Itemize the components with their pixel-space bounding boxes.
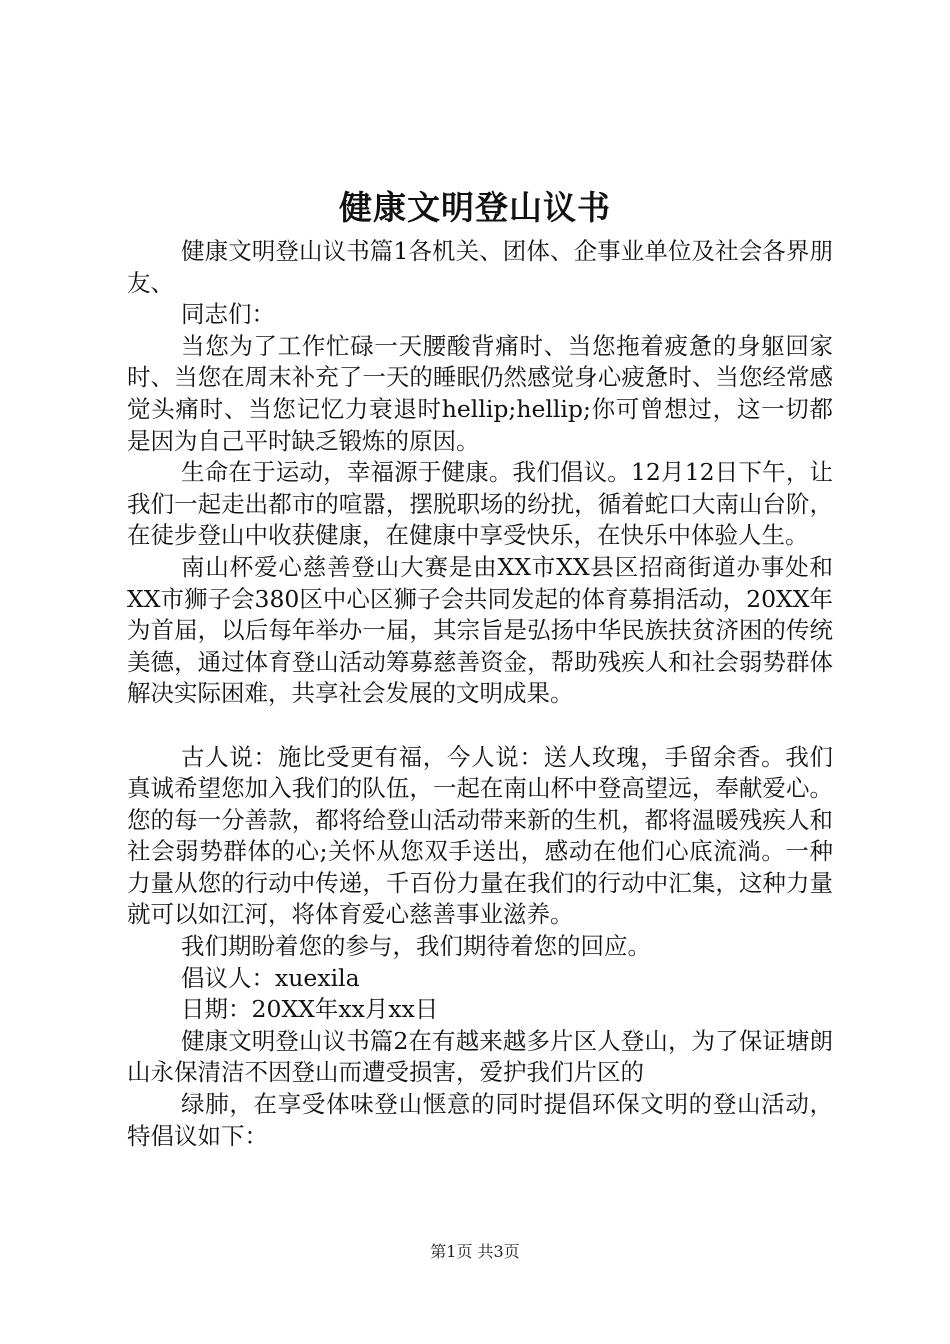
paragraph-expectation: 我们期盼着您的参与，我们期待着您的回应。 (181, 932, 652, 961)
paragraph-part2-proposal: 绿肺，在享受体味登山惬意的同时提倡环保文明的登山活动，特倡议如下： (127, 1090, 833, 1150)
page-footer: 第1页 共3页 (430, 1242, 520, 1261)
paragraph-health: 生命在于运动，幸福源于健康。我们倡议。12月12日下午，让我们一起走出都市的喧嚣，摆脱职场的纷扰，循着蛇口大南山台阶，在徒步登山中收获健康，在健康中享受快乐，在快乐中体验人生。 (127, 458, 833, 550)
paragraph-charity-event: 南山杯爱心慈善登山大赛是由XX市XX县区招商街道办事处和XX市狮子会380区中心区狮子会共同发起的体育募捐活动，20XX年为首届，以后每年举办一届，其宗旨是弘扬中华民族扶贫济困的传统美德，通过体育登山活动筹募慈善资金，帮助残疾人和社会弱势群体解决实际困难，共享社会发展的文明成果。 (127, 552, 833, 708)
paragraph-fatigue: 当您为了工作忙碌一天腰酸背痛时、当您拖着疲惫的身躯回家时、当您在周末补充了一天的睡眠仍然感觉身心疲惫时、当您经常感觉头痛时、当您记忆力衰退时hellip;hellip;你可曾想过，这一切都是因为自己平时缺乏锻炼的原因。 (127, 331, 833, 455)
paragraph-date: 日期：20XX年xx月xx日 (181, 995, 439, 1024)
paragraph-intro: 健康文明登山议书篇1各机关、团体、企事业单位及社会各界朋友、 (127, 237, 833, 297)
paragraph-salutation: 同志们： (181, 300, 276, 329)
document-title: 健康文明登山议书 (339, 188, 611, 227)
document-body (127, 236, 833, 1152)
paragraph-part2-intro: 健康文明登山议书篇2在有越来越多片区人登山，为了保证塘朗山永保清洁不因登山而遭受损害，爱护我们片区的 (127, 1026, 833, 1087)
paragraph-appeal: 古人说：施比受更有福，今人说：送人玫瑰，手留余香。我们真诚希望您加入我们的队伍，一起在南山杯中登高望远，奉献爱心。您的每一分善款，都将给登山活动带来新的生机，都将温暖残疾人和社会弱势群体的心;关怀从您双手送出，感动在他们心底流淌。一种力量从您的行动中传递，千百份力量在我们的行动中汇集，这种力量就可以如江河，将体育爱心慈善事业滋养。 (127, 742, 833, 929)
paragraph-signatory: 倡议人：xuexila (181, 963, 360, 992)
